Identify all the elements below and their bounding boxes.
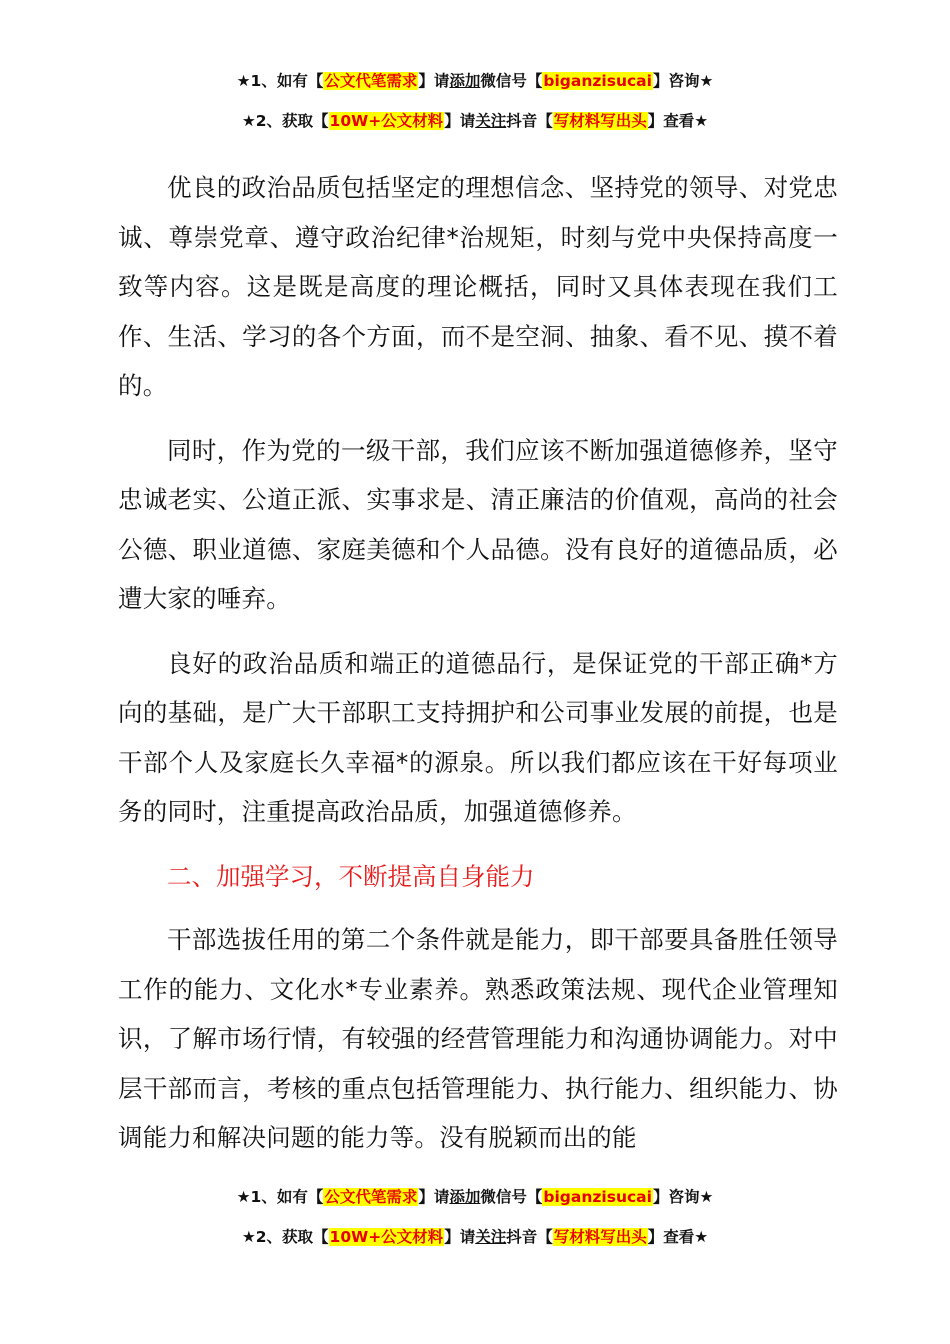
banner-text: 】请 [444, 1228, 476, 1246]
body-paragraph-4: 干部选拔任用的第二个条件就是能力，即干部要具备胜任领导工作的能力、文化水*专业素养。熟悉政策法规、现代企业管理知识，了解市场行情，有较强的经营管理能力和沟通协调能力。对中层干部而言，考核的重点包括管理能力、执行能力、组织能力、协调能力和解决问题的能力等。没有脱颖而出的能 [118, 925, 838, 1152]
banner-text: 抖音【 [506, 1228, 553, 1246]
banner-underline: 关注 [475, 112, 507, 130]
banner-text: 微信号【 [480, 72, 543, 90]
banner-underline: 添加 [449, 1188, 481, 1206]
douyin-id-highlight: 写材料写出头 [553, 1228, 647, 1246]
banner-underline: 关注 [475, 1228, 507, 1246]
body-paragraph-1: 优良的政治品质包括坚定的理想信念、坚持党的领导、对党忠诚、尊崇党章、遵守政治纪律*治规矩，时刻与党中央保持高度一致等内容。这是既是高度的理论概括，同时又具体表现在我们工作、生活、学习的各个方面，而不是空洞、抽象、看不见、摸不着的。 [118, 173, 838, 400]
banner-line-2 [0, 1226, 950, 1248]
banner-text: ★2、获取【 [241, 112, 329, 130]
banner-text: ★2、获取【 [241, 1228, 329, 1246]
body-paragraph-3: 良好的政治品质和端正的道德品行，是保证党的干部正确*方向的基础，是广大干部职工支持拥护和公司事业发展的前提，也是干部个人及家庭长久幸福*的源泉。所以我们都应该在干好每项业务的同时，注重提高政治品质，加强道德修养。 [118, 648, 838, 826]
document-body [118, 163, 838, 1178]
banner-text: 】查看★ [647, 112, 709, 130]
banner-highlight: 公文代笔需求 [324, 1188, 418, 1206]
banner-text: 】请 [444, 112, 476, 130]
banner-line-1 [0, 1186, 950, 1208]
banner-highlight: 10W+公文材料 [329, 112, 444, 130]
banner-highlight: 10W+公文材料 [329, 1228, 444, 1246]
douyin-id-highlight: 写材料写出头 [553, 112, 647, 130]
banner-text: 】请 [418, 72, 450, 90]
banner-text: 微信号【 [480, 1188, 543, 1206]
banner-text: 抖音【 [506, 112, 553, 130]
banner-text: 】查看★ [647, 1228, 709, 1246]
banner-line-1 [0, 70, 950, 92]
body-paragraph-2: 同时，作为党的一级干部，我们应该不断加强道德修养，坚守忠诚老实、公道正派、实事求是、清正廉洁的价值观，高尚的社会公德、职业道德、家庭美德和个人品德。没有良好的道德品质，必遭大家的唾弃。 [118, 435, 838, 613]
wechat-id-highlight: biganzisucai [543, 72, 652, 90]
bottom-banner [0, 1186, 950, 1266]
banner-text: ★1、如有【 [236, 1188, 324, 1206]
banner-line-2 [0, 110, 950, 132]
top-banner [0, 70, 950, 150]
section-heading: 二、加强学习，不断提高自身能力 [167, 861, 535, 891]
banner-underline: 添加 [449, 72, 481, 90]
banner-text: 】咨询★ [652, 72, 714, 90]
banner-highlight: 公文代笔需求 [324, 72, 418, 90]
banner-text: 】咨询★ [652, 1188, 714, 1206]
banner-text: 】请 [418, 1188, 450, 1206]
banner-text: ★1、如有【 [236, 72, 324, 90]
wechat-id-highlight: biganzisucai [543, 1188, 652, 1206]
